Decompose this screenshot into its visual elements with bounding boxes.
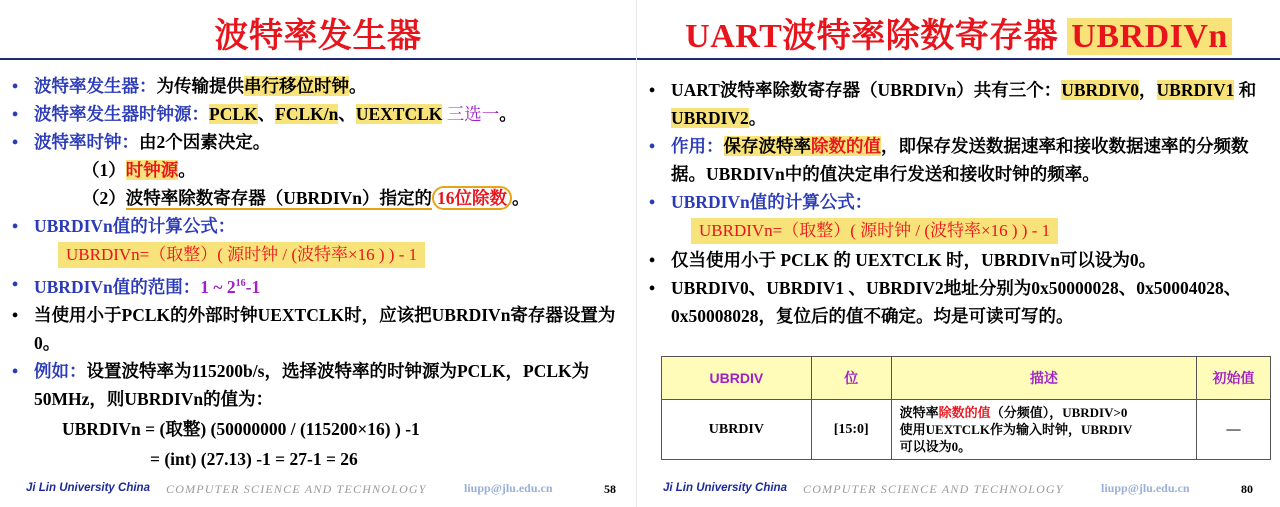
slide-content [0, 72, 636, 473]
slide-left [0, 0, 636, 507]
bullet-formula-heading: • UBRDIVn值的计算公式： [0, 212, 636, 240]
bullet-dot: • [12, 304, 19, 325]
formula-line: UBRDIVn=（取整）( 源时钟 / (波特率×16 ) ) - 1 [0, 240, 636, 270]
bullet-dot: • [12, 76, 19, 96]
bullet-external-clock: • 当使用小于PCLK的外部时钟UEXTCLK时，应该把UBRDIVn寄存器设置为 0。 [0, 301, 636, 357]
bullet-range: • UBRDIVn值的范围：1 ~ $2^{16}-1$ [0, 270, 636, 301]
bullet-dot: • [649, 80, 656, 100]
factor-divisor: （2）波特率除数寄存器（UBRDIVn）指定的 16位除数 。 [82, 188, 530, 208]
slide-footer [26, 479, 636, 499]
calc-line-2: = (int) (27.13) -1 = 27-1 = 26 [150, 448, 358, 469]
bullet-zero-condition: • 仅当使用小于 PCLK 的 UEXTCLK 时，UBRDIVn可以设为0。 [637, 246, 1280, 274]
bullet-clock-source: • 波特率发生器时钟源：PCLK、FCLK/n、UEXTCLK 三选一。 [0, 100, 636, 128]
col-header-description: 描述 [891, 357, 1196, 400]
bullet-dot: • [649, 278, 656, 298]
cell-bits: [15:0] [811, 400, 891, 460]
slide-title: 波特率发生器 [214, 18, 422, 55]
title-divider [637, 58, 1280, 60]
bullet-dot: • [649, 136, 656, 156]
register-table [661, 356, 1271, 460]
bullet-dot: • [12, 216, 19, 236]
table-header-row [662, 357, 1271, 400]
slide-footer [663, 479, 1280, 499]
bullet-dot: • [649, 250, 656, 270]
bullet-dot: • [12, 104, 19, 124]
col-header-initial: 初始值 [1197, 357, 1271, 400]
bullet-baud-clock: • 波特率时钟：由2个因素决定。 [0, 128, 636, 156]
formula-line: UBRDIVn=（取整）( 源时钟 / (波特率×16 ) ) - 1 [637, 216, 1280, 246]
cell-initial-value: — [1197, 400, 1271, 460]
footer-email: liupp@jlu.edu.cn [1101, 481, 1190, 495]
cell-description: 波特率除数的值（分频值），UBRDIV>0 使用UEXTCLK作为输入时钟，UBRDIV 可以设为0。 [891, 400, 1196, 460]
calc-line-1: UBRDIVn = (取整) (50000000 / (115200×16) ) -1 [62, 418, 420, 439]
bullet-addresses: • UBRDIV0、UBRDIV1 、UBRDIV2地址分别为0x50000028、0x50004028、0x50008028，复位后的值不确定。均是可读可写的。 [637, 274, 1280, 330]
cell-register-name: UBRDIV [662, 400, 812, 460]
page-number: 58 [604, 482, 616, 496]
bullet-example: • 例如：设置波特率为115200b/s，选择波特率的时钟源为PCLK，PCLK为50MHz，则UBRDIVn的值为： [0, 357, 636, 413]
bullet-purpose: • 作用：保存波特率除数的值，即保存发送数据速率和接收数据速率的分频数据。UBRDIVn中的值决定串行发送和接收时钟的频率。 [637, 132, 1280, 188]
col-header-bits: 位 [811, 357, 891, 400]
bullet-three-registers: • UART波特率除数寄存器（UBRDIVn）共有三个：UBRDIV0，UBRDIV1 和 UBRDIV2。 [637, 76, 1280, 132]
footer-email: liupp@jlu.edu.cn [464, 481, 553, 495]
col-header-register: UBRDIV [662, 357, 812, 400]
footer-university: Ji Lin University China [663, 482, 787, 494]
footer-university: Ji Lin University China [26, 482, 150, 494]
slide-title: UART波特率除数寄存器 UBRDIVn [637, 8, 1280, 57]
bullet-dot: • [12, 132, 19, 152]
slide-right [636, 0, 1280, 507]
footer-department: COMPUTER SCIENCE AND TECHNOLOGY [166, 482, 427, 496]
bullet-dot: • [649, 192, 656, 212]
table-row [662, 400, 1271, 460]
bullet-dot: • [12, 274, 19, 294]
slide-content [637, 76, 1280, 330]
footer-department: COMPUTER SCIENCE AND TECHNOLOGY [803, 482, 1064, 496]
factor-clock-source: （1）时钟源。 [82, 160, 196, 180]
bullet-baud-generator: • 波特率发生器：为传输提供串行移位时钟。 [0, 72, 636, 100]
bullet-dot: • [12, 360, 19, 381]
bullet-formula-heading: • UBRDIVn值的计算公式： [637, 188, 1280, 216]
title-divider [0, 58, 636, 60]
page-number: 80 [1241, 482, 1253, 496]
